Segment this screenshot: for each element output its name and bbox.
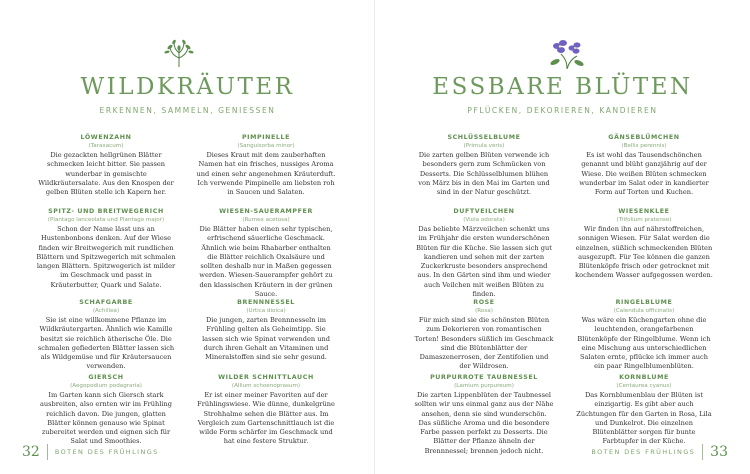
entry-latin: (Viola odorata) — [463, 217, 505, 223]
entry-pimpinelle — [196, 134, 336, 197]
entry-description: Die zarten Lippenblüten der Taubnessel sollten wir uns einmal ganz aus der Nähe ansehen, denn sie sind wunderschön. Das süßliche Aroma und die besondere Farbe passen perfekt zu Desserts. Die Blätter der Pflanze ähneln der Brennnessel; brennen jedoch nicht. — [414, 391, 554, 455]
entry-description: Im Garten kann sich Giersch stark ausbreiten, also ernten wir im Frühling reichlich davon. Die jungen, glatten Blätter können genauso wie Spinat zubereitet werden und eignen sich für Salat und Smoothies. — [40, 391, 172, 446]
entry-description: Für mich sind sie die schönsten Blüten zum Dekorieren von romantischen Torten! Besonders süßlich im Geschmack sind die Blütenblätter der Damaszenerrosen, der Zentifolien und der Wildrosen. — [414, 316, 554, 371]
entry-latin: (Rosa) — [475, 308, 493, 314]
entry-description: Die Blätter haben einen sehr typischen, erfrischend säuerliche Geschmack. Ähnlich wie beim Rhabarber enthalten die Blätter reichlich Oxalsäure und sollten deshalb nur in Maßen gegessen werden. Wiesen-Sauerampfer gehört zu den klassischen Kräutern in der grünen Sauce. — [199, 225, 333, 299]
entry-latin: (Primula veris) — [463, 143, 505, 149]
entry-name: SPITZ- UND BREITWEGERICH — [48, 208, 164, 215]
entry-kornblume — [574, 374, 714, 447]
entry-latin: (Achillea) — [92, 308, 120, 314]
entry-description: Er ist einer meiner Favoriten auf der Frühlingswiese. Wie dünne, dunkelgrüne Strohhalme sehen die Blätter aus. Im Vergleich zum Gartenschnittlauch ist die wilde Form schärfer im Geschmack und hat eine festere Struktur. — [197, 391, 335, 446]
entry-schafgarbe — [36, 299, 176, 372]
entry-brennnessel — [196, 299, 336, 362]
entry-gaensebluemchen — [574, 134, 714, 197]
entry-schnittlauch — [196, 374, 336, 447]
entry-name: LÖWENZAHN — [80, 134, 132, 141]
footer-divider — [702, 444, 703, 460]
entry-name: ROSE — [473, 299, 495, 306]
entry-latin: (Aegopodium podagraria) — [70, 383, 142, 389]
entry-name: KORNBLUME — [619, 374, 669, 381]
entry-latin: (Sanguisorba minor) — [237, 143, 295, 149]
entry-name: RINGELBLUME — [615, 299, 673, 306]
page-number: 33 — [710, 444, 728, 460]
entry-latin: (Calendula officinalis) — [613, 308, 675, 314]
entry-name: SCHAFGARBE — [79, 299, 133, 306]
left-heading — [0, 74, 375, 115]
entry-duftveilchen — [414, 208, 554, 299]
footer-right — [591, 443, 728, 461]
entry-latin: (Trifolium pratense) — [616, 217, 672, 223]
entry-name: WIESENKLEE — [618, 208, 670, 215]
page-number: 32 — [22, 444, 40, 460]
entry-description: Dieses Kraut mit dem zauberhaften Namen hat ein frisches, nussiges Aroma und einen sehr angenehmen Kräuterduft. Ich verwende Pimpinelle am liebsten roh in Saucen und Salaten. — [196, 151, 336, 197]
entry-ringelblume — [574, 299, 714, 372]
entry-wegerich — [36, 208, 176, 290]
page-title: WILDKRÄUTER — [80, 74, 295, 100]
footer-divider — [47, 444, 48, 460]
entry-schluesselblume — [414, 134, 554, 197]
entry-name: SCHLÜSSELBLUME — [447, 134, 521, 141]
entry-description: Die jungen, zarten Brennnesseln im Frühling gelten als Geheimtipp. Sie lassen sich wie Spinat verwenden und durch ihren Gehalt an Vitaminen und Mineralstoffen sind sie sehr gesund. — [202, 316, 330, 362]
entry-name: BRENNNESSEL — [237, 299, 295, 306]
entry-name: GIERSCH — [88, 374, 124, 381]
entry-description: Das Kornblumenblau der Blüten ist einzigartig. Es gibt aber auch Züchtungen für den Garten in Rosa, Lila und Dunkelrot. Die einzelnen Blütenblätter sorgen für bunte Farbtupfer in der Küche. — [576, 391, 712, 446]
entry-name: WILDER SCHNITTLAUCH — [218, 374, 314, 381]
entry-name: PIMPINELLE — [241, 134, 291, 141]
entry-description: Schon der Name lässt uns an Hustenbonbons denken. Auf der Wiese finden wir Breitwegerich mit rundlichen Blättern und Spitzwegerich mit schmalen langen Blättern. Spitzwegerich ist milder im Geschmack und passt in Kräuterbutter, Quark und Salate. — [36, 225, 176, 289]
entry-giersch — [36, 374, 176, 447]
wild-herb-sprig-icon — [162, 38, 196, 68]
entry-rose — [414, 299, 554, 372]
entry-latin: (Bellis perennis) — [621, 143, 667, 149]
entry-latin: (Rumex acetosa) — [242, 217, 290, 223]
entry-latin: (Taraxacum) — [88, 143, 124, 149]
entry-description: Das beliebte Märzveilchen schenkt uns im Frühjahr die ersten wunderschönen Blüten für die Küche. Sie lassen sich gut kandieren und sehen mit der zarten Zuckerkruste besonders ansprechend aus. In den Gärten sind ihm und wieder auch Veilchen mit weißen Blüten zu finden. — [416, 225, 552, 299]
entry-description: Die zarten gelben Blüten verwende ich besonders gern zum Schmücken von Desserts. Die Schlüsselblumen blühen von März bis in den Mai im Garten und sind in der Natur geschützt. — [418, 151, 550, 197]
entry-loewenzahn — [36, 134, 176, 197]
footer-chapter-label: BOTEN DES FRÜHLINGS — [54, 448, 159, 456]
entry-latin: (Centaurea cyanus) — [616, 383, 672, 389]
entry-name: WIESEN-SAUERAMPFER — [219, 208, 313, 215]
entry-name: PURPURROTE TAUBNESSEL — [430, 374, 538, 381]
right-page — [375, 0, 750, 474]
entry-name: DUFTVEILCHEN — [453, 208, 515, 215]
page-subtitle: PFLÜCKEN, DEKORIEREN, KANDIEREN — [467, 106, 658, 115]
page-title: ESSBARE BLÜTEN — [432, 74, 693, 100]
entry-latin: (Allium schoenoprasum) — [231, 383, 301, 389]
entry-name: GÄNSEBLÜMCHEN — [608, 134, 680, 141]
entry-taubnessel — [414, 374, 554, 456]
entry-description: Die gezackten hellgrünen Blätter schmecken leicht bitter. Sie passen wunderbar in gemischte Wildkräutersalate. Aus den Knospen der gelben Blüten stelle ich Kapern her. — [38, 151, 174, 197]
footer-left — [22, 443, 159, 461]
entry-description: Was wäre ein Küchengarten ohne die leuchtenden, orangefarbenen Blütenköpfe der Ringelblume. Wenn ich eine Mischung aus unterschiedlichen Salaten ernte, pflücke ich immer auch ein paar Ringelblumenblüten. — [577, 316, 711, 371]
entry-latin: (Plantago lanceolata und Plantago major) — [47, 217, 165, 223]
violet-flower-icon — [545, 36, 589, 70]
entry-description: Sie ist eine willkommene Pflanze im Wildkräutergarten. Ähnlich wie Kamille besitzt sie reichlich ätherische Öle. Die schmalen gefiederten Blätter lassen sich als Wildgemüse und für Kräutersaucen verwenden. — [37, 316, 175, 371]
entry-latin: (Lamium purpureum) — [454, 383, 514, 389]
entry-description: Es ist wohl das Tausendschönchen genannt und blüht ganzjährig auf der Wiese. Die weißen Blüten schmecken wunderbar im Salat oder in kandierter Form auf Torten und Kuchen. — [579, 151, 709, 197]
page-subtitle: ERKENNEN, SAMMELN, GENIESSEN — [99, 106, 276, 115]
footer-chapter-label: BOTEN DES FRÜHLINGS — [591, 448, 696, 456]
entry-wiesenklee — [574, 208, 714, 281]
entry-description: Wir finden ihn auf nährstoffreichen, sonnigen Wiesen. Für Salat werden die einzelnen, süßlich schmeckenden Blüten ausgezupft. Für Tee können die ganzen Blütenköpfe frisch oder getrocknet mit kochendem Wasser aufgegossen werden. — [575, 225, 713, 280]
entry-latin: (Urtica dioica) — [246, 308, 286, 314]
right-heading — [375, 74, 750, 115]
entry-sauerampfer — [196, 208, 336, 299]
